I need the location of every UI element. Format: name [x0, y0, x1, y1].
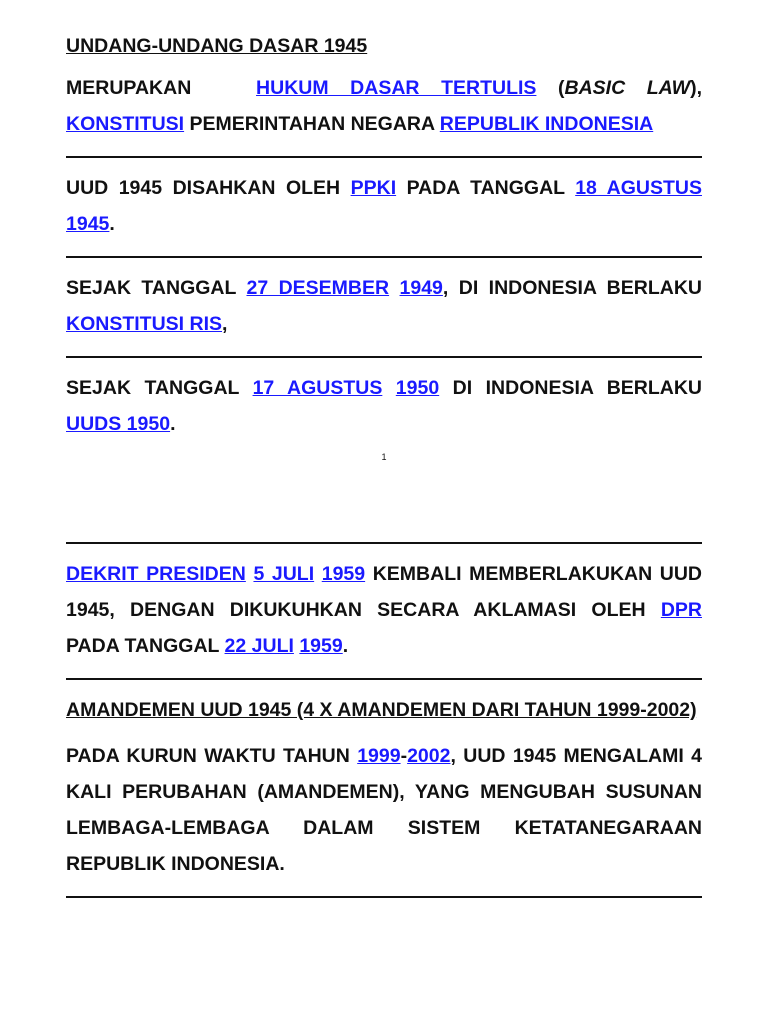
paragraph-ris [66, 270, 702, 342]
document-title: UNDANG-UNDANG DASAR 1945 [66, 35, 368, 57]
text: MERUPAKAN [66, 77, 192, 99]
divider [66, 896, 702, 898]
paragraph-dekrit [66, 556, 702, 664]
divider [66, 156, 702, 158]
text: UUD 1945 DISAHKAN OLEH [66, 177, 341, 199]
text: DI INDONESIA BERLAKU [452, 377, 703, 399]
text: ( [558, 77, 565, 99]
page-number: 1 [381, 452, 387, 462]
link-1959-second[interactable]: 1959 [299, 635, 343, 657]
link-27-desember[interactable]: 27 DESEMBER [246, 277, 390, 299]
link-republik-indonesia[interactable]: REPUBLIK INDONESIA [439, 113, 654, 135]
link-22-juli[interactable]: 22 JULI [224, 635, 294, 657]
link-konstitusi-ris[interactable]: KONSTITUSI RIS [66, 313, 223, 335]
italic-text: BASIC LAW [564, 77, 691, 99]
text: SEJAK TANGGAL [66, 377, 240, 399]
link-1999[interactable]: 1999 [357, 745, 401, 767]
divider [66, 256, 702, 258]
link-17-agustus[interactable]: 17 AGUSTUS [252, 377, 383, 399]
heading-amandemen: AMANDEMEN UUD 1945 (4 X AMANDEMEN DARI TAHUN 1999-2002) [66, 699, 697, 721]
paragraph-ppki [66, 170, 702, 242]
link-uuds-1950[interactable]: UUDS 1950 [66, 413, 171, 435]
text: , UUD 1945 MENGALAMI 4 KALI PERUBAHAN (AMANDEMEN), YANG MENGUBAH SUSUNAN LEMBAGA-LEMBAGA DALAM SISTEM KETATANEGARAAN REPUBLIK INDONESIA. [66, 745, 702, 875]
link-1959[interactable]: 1959 [321, 563, 366, 585]
text: SEJAK TANGGAL [66, 277, 237, 299]
link-konstitusi[interactable]: KONSTITUSI [66, 113, 185, 135]
text: . [342, 635, 349, 657]
link-1945[interactable]: 1945 [66, 213, 110, 235]
text: PADA TANGGAL [66, 635, 220, 657]
link-dpr[interactable]: DPR [660, 599, 702, 621]
link-18-agustus[interactable]: 18 AGUSTUS [575, 177, 702, 199]
link-ppki[interactable]: PPKI [350, 177, 397, 199]
link-dekrit-presiden[interactable]: DEKRIT PRESIDEN [66, 563, 246, 585]
text: PADA TANGGAL [406, 177, 565, 199]
paragraph-definition [66, 70, 702, 142]
link-5-juli[interactable]: 5 JULI [253, 563, 315, 585]
text: . [170, 413, 176, 435]
divider [66, 678, 702, 680]
document-page [66, 28, 702, 910]
text: . [109, 213, 115, 235]
text: - [400, 745, 408, 767]
text: , [222, 313, 228, 335]
divider [66, 356, 702, 358]
text: PADA KURUN WAKTU TAHUN [66, 745, 350, 767]
link-hukum-dasar-tertulis[interactable]: HUKUM DASAR TERTULIS [256, 77, 537, 99]
divider [66, 542, 702, 544]
paragraph-amandemen [66, 738, 702, 882]
text: ), [690, 77, 702, 99]
link-1949[interactable]: 1949 [399, 277, 443, 299]
paragraph-uuds [66, 370, 702, 442]
link-2002[interactable]: 2002 [407, 745, 451, 767]
link-1950[interactable]: 1950 [395, 377, 440, 399]
text: KEMBALI MEMBERLAKUKAN UUD 1945, DENGAN DIKUKUHKAN SECARA AKLAMASI OLEH [66, 563, 703, 621]
text: PEMERINTAHAN NEGARA [189, 113, 435, 135]
text: , DI INDONESIA BERLAKU [442, 277, 703, 299]
